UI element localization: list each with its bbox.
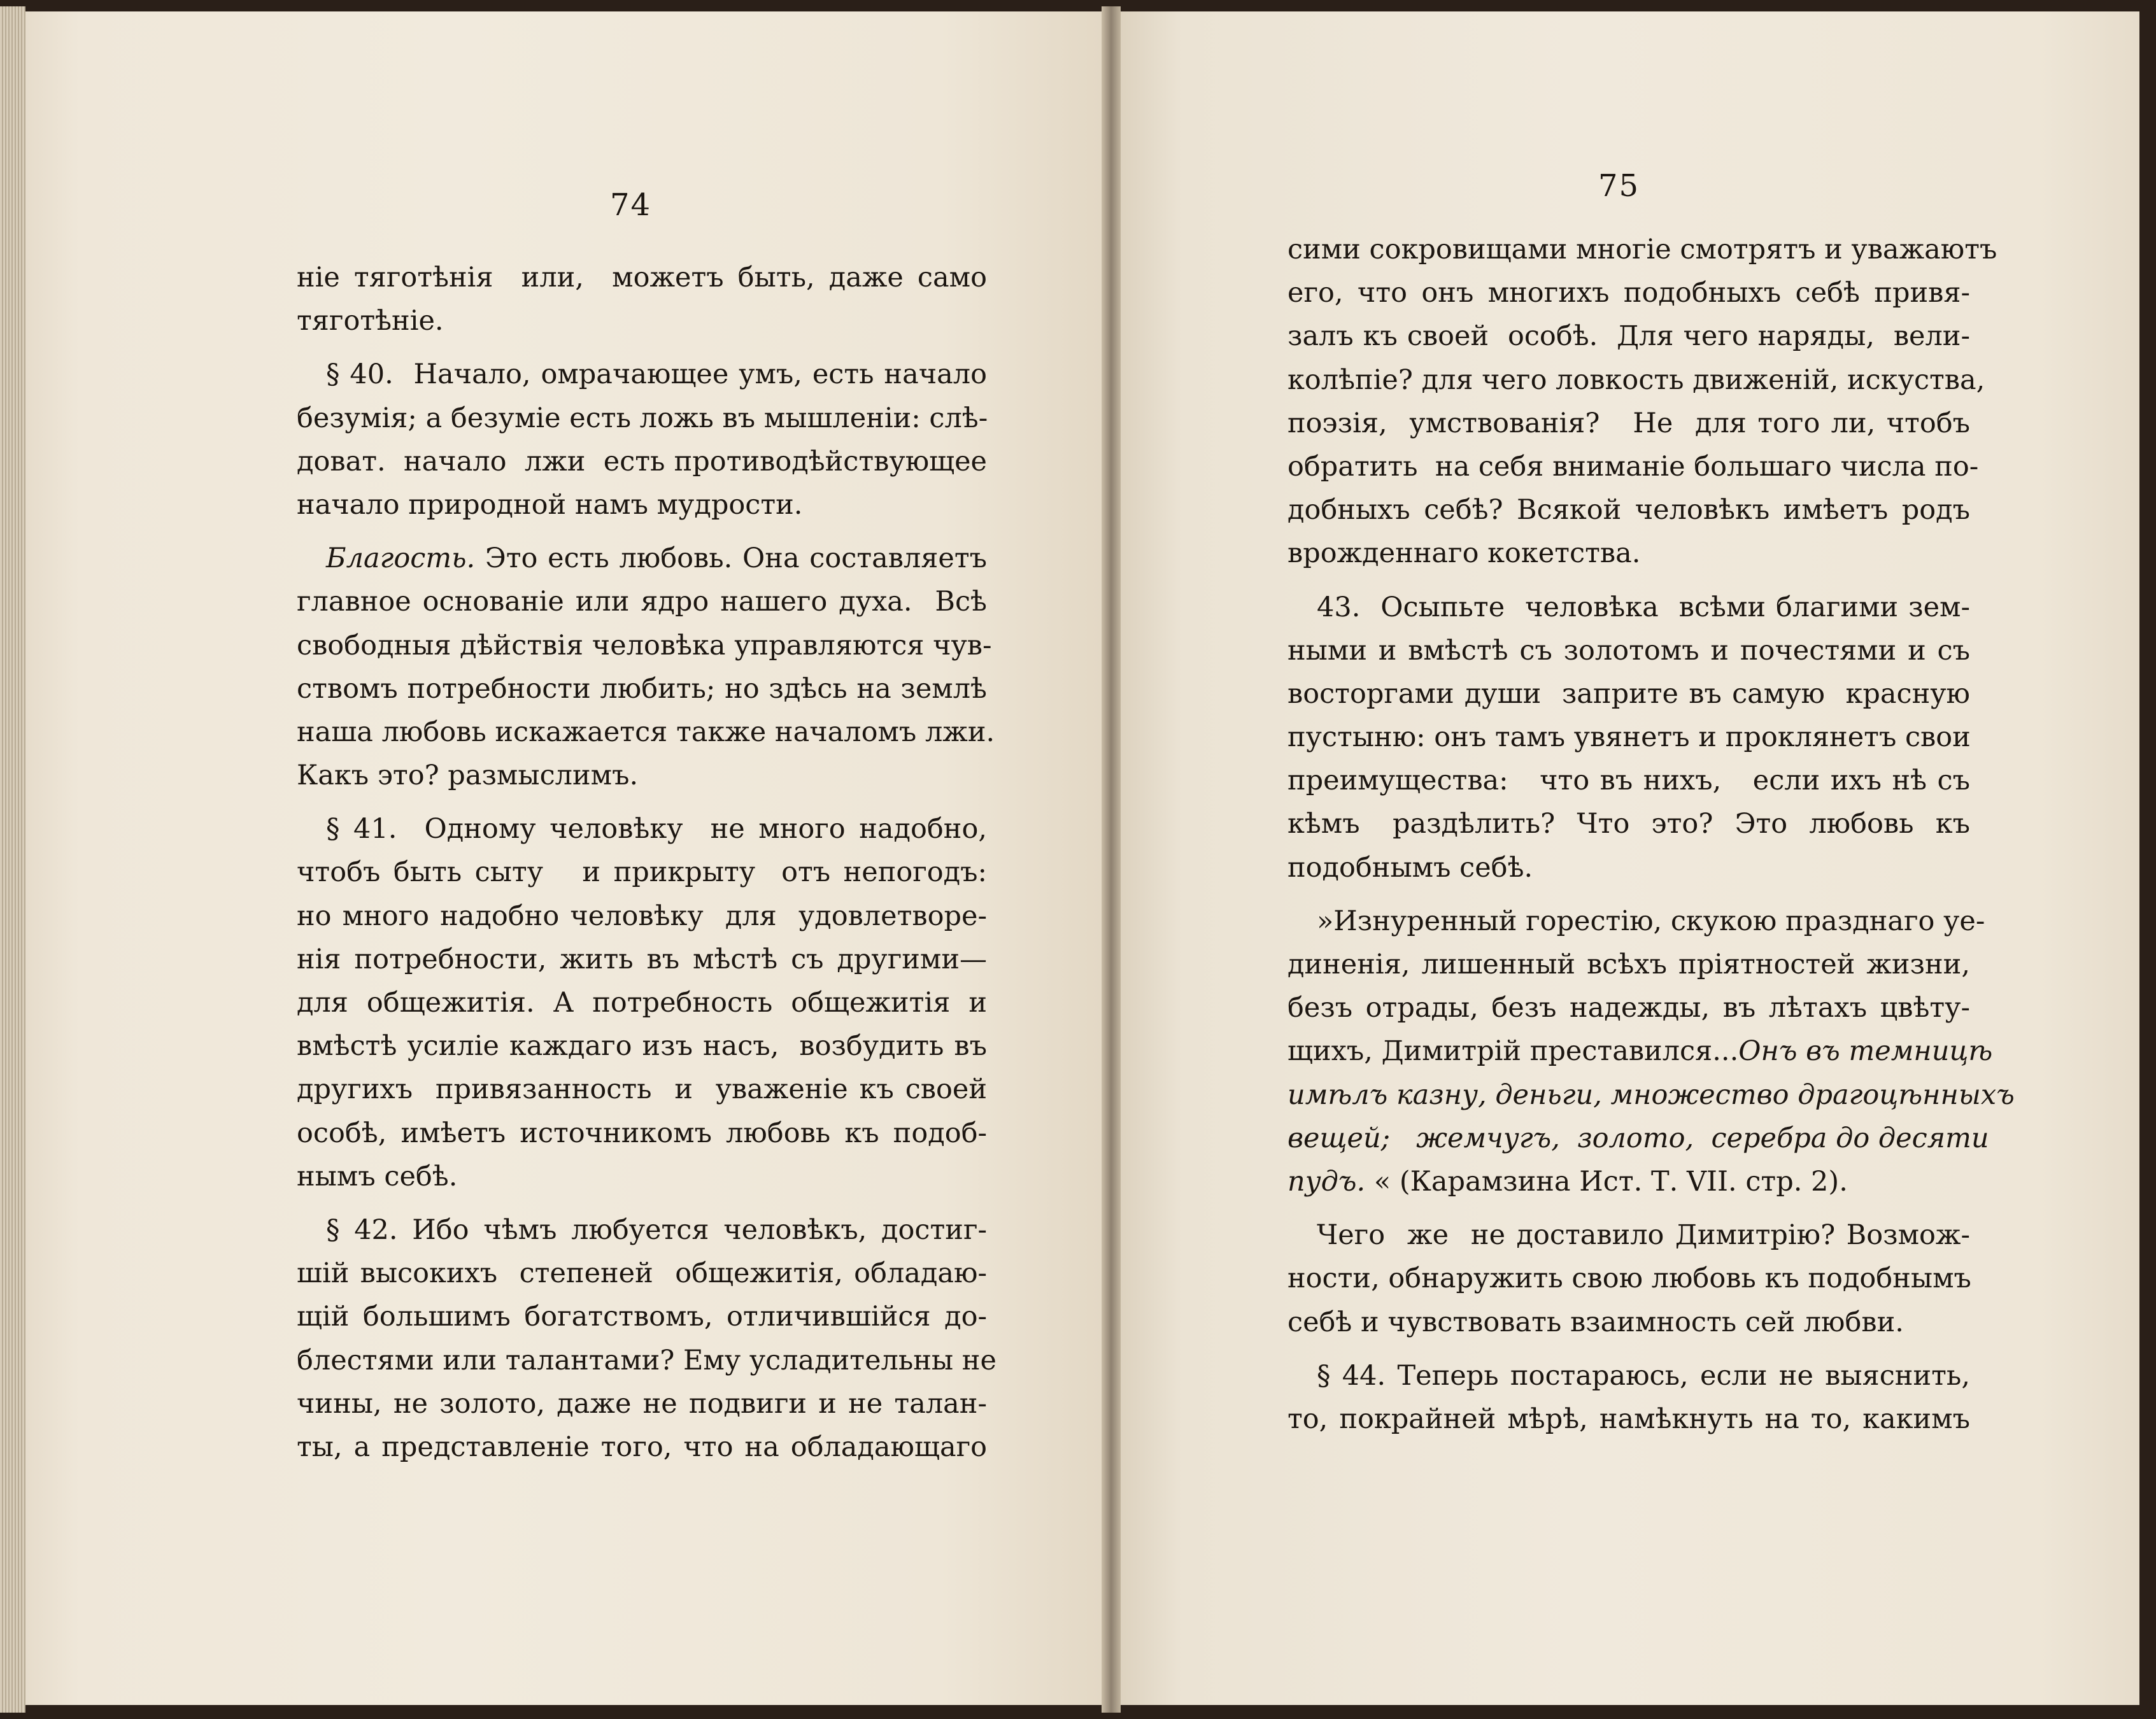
- left-page: [25, 11, 1102, 1705]
- text-line: § 40. Начало, омрачающее умъ, есть начало: [326, 358, 987, 391]
- text-line: ными и вмѣстѣ съ золотомъ и почестями и съ: [1287, 634, 1970, 667]
- text-line: ніе тяготѣнія или, можетъ быть, даже само: [297, 262, 987, 294]
- text-line: § 44. Теперь постараюсь, если не выяснить,: [1317, 1359, 1970, 1392]
- text-line: нымъ себѣ.: [297, 1160, 458, 1192]
- text-line: добныхъ себѣ? Всякой человѣкъ имѣетъ родъ: [1287, 494, 1970, 527]
- text-line: себѣ и чувствовать взаимность сей любви.: [1287, 1306, 1904, 1338]
- right-page: [1121, 11, 2139, 1705]
- left-text-block: [297, 256, 996, 1469]
- text-line: [1287, 1029, 1993, 1073]
- text-run: щихъ, Димитрій преставился...: [1287, 1035, 1739, 1068]
- italic-quote: пудъ.: [1287, 1165, 1366, 1198]
- page-number-left: 74: [610, 187, 652, 223]
- text-line: »Изнуренный горестію, скукою празднаго уе-: [1317, 905, 1985, 937]
- text-line: Чего же не доставило Димитрію? Возмож-: [1317, 1219, 1970, 1252]
- text-line: то, покрайней мѣрѣ, намѣкнуть на то, какимъ: [1287, 1403, 1970, 1435]
- text-line: нія потребности, жить въ мѣстѣ съ другими—: [297, 943, 987, 975]
- text-line: главное основаніе или ядро нашего духа. Всѣ: [297, 586, 987, 618]
- text-line: колѣпіе? для чего ловкость движеній, искуства,: [1287, 364, 1985, 396]
- text-line: диненія, лишенный всѣхъ пріятностей жизни,: [1287, 949, 1970, 980]
- text-line: безумія; а безуміе есть ложь въ мышленіи: слѣ-: [297, 402, 988, 434]
- text-line: для общежитія. А потребность общежитія и: [297, 987, 987, 1019]
- text-line: другихъ привязанность и уваженіе къ своей: [297, 1073, 987, 1106]
- text-line: врожденнаго кокетства.: [1287, 537, 1641, 570]
- book-gutter: [1102, 6, 1121, 1713]
- text-line: начало природной намъ мудрости.: [297, 488, 803, 521]
- text-line: Какъ это? размыслимъ.: [297, 760, 639, 792]
- text-line: наша любовь искажается также началомъ лжи.: [297, 716, 995, 748]
- text-line: [297, 537, 987, 580]
- text-line: вещей; жемчугъ, золото, серебра до десяти: [1287, 1122, 1989, 1154]
- text-line: его, что онъ многихъ подобныхъ себѣ привя-: [1287, 277, 1970, 309]
- text-line: щій большимъ богатствомъ, отличившійся до-: [297, 1301, 987, 1333]
- right-text-block: [1287, 228, 2015, 1441]
- page-edges: [0, 6, 25, 1713]
- text-line: доват. начало лжи есть противодѣйствующее: [297, 445, 987, 478]
- text-line: ты, а представленіе того, что на обладающаго: [297, 1431, 987, 1463]
- text-line: тяготѣніе.: [297, 305, 444, 337]
- text-line: обратить на себя вниманіе большаго числа по-: [1287, 450, 1979, 483]
- text-line: [1287, 1160, 1970, 1203]
- text-line: залъ къ своей особѣ. Для чего наряды, вели-: [1287, 320, 1970, 353]
- text-run: « (Карамзина Ист. Т. VII. стр. 2).: [1365, 1165, 1848, 1198]
- page-number-right: 75: [1598, 168, 1640, 204]
- text-line: ствомъ потребности любить; но здѣсь на землѣ: [297, 672, 987, 705]
- text-line: кѣмъ раздѣлить? Что это? Это любовь къ: [1287, 808, 1970, 840]
- text-line: § 42. Ибо чѣмъ любуется человѣкъ, достиг-: [326, 1213, 987, 1246]
- text-line: подобнымъ себѣ.: [1287, 851, 1533, 884]
- text-line: безъ отрады, безъ надежды, въ лѣтахъ цвѣту-: [1287, 992, 1970, 1024]
- text-line: восторгами души заприте въ самую красную: [1287, 677, 1970, 710]
- text-line: 43. Осыпьте человѣка всѣми благими зем-: [1317, 591, 1970, 623]
- text-line: ности, обнаружить свою любовь къ подобнымъ: [1287, 1263, 1971, 1295]
- text-line: пустыню: онъ тамъ увянетъ и проклянетъ свои: [1287, 721, 1971, 754]
- text-line: чины, не золото, даже не подвиги и не талан-: [297, 1387, 987, 1420]
- text-line: чтобъ быть сыту и прикрыту отъ непогодъ:: [297, 856, 987, 889]
- italic-term: Благость.: [326, 542, 476, 575]
- text-line: имѣлъ казну, деньги, множество драгоцѣнныхъ: [1287, 1079, 2015, 1111]
- text-line: поэзія, умствованія? Не для того ли, чтобъ: [1287, 407, 1970, 439]
- text-line: сими сокровищами многіе смотрятъ и уважаютъ: [1287, 234, 1997, 265]
- text-line: но много надобно человѣку для удовлетворе-: [297, 900, 987, 932]
- text-line: § 41. Одному человѣку не много надобно,: [326, 813, 987, 845]
- text-line: свободныя дѣйствія человѣка управляются чув-: [297, 629, 992, 661]
- text-line: преимущества: что въ нихъ, если ихъ нѣ съ: [1287, 765, 1970, 797]
- text-line: вмѣстѣ усиліе каждаго изъ насъ, возбудить въ: [297, 1030, 987, 1063]
- text-run: Это есть любовь. Она составляетъ: [475, 542, 987, 575]
- text-line: блестями или талантами? Ему усладительны не: [297, 1344, 996, 1376]
- text-line: особѣ, имѣетъ источникомъ любовь къ подоб-: [297, 1117, 987, 1149]
- italic-quote: Онъ въ темницѣ: [1738, 1035, 1993, 1068]
- text-line: шій высокихъ степеней общежитія, обладаю-: [297, 1257, 987, 1290]
